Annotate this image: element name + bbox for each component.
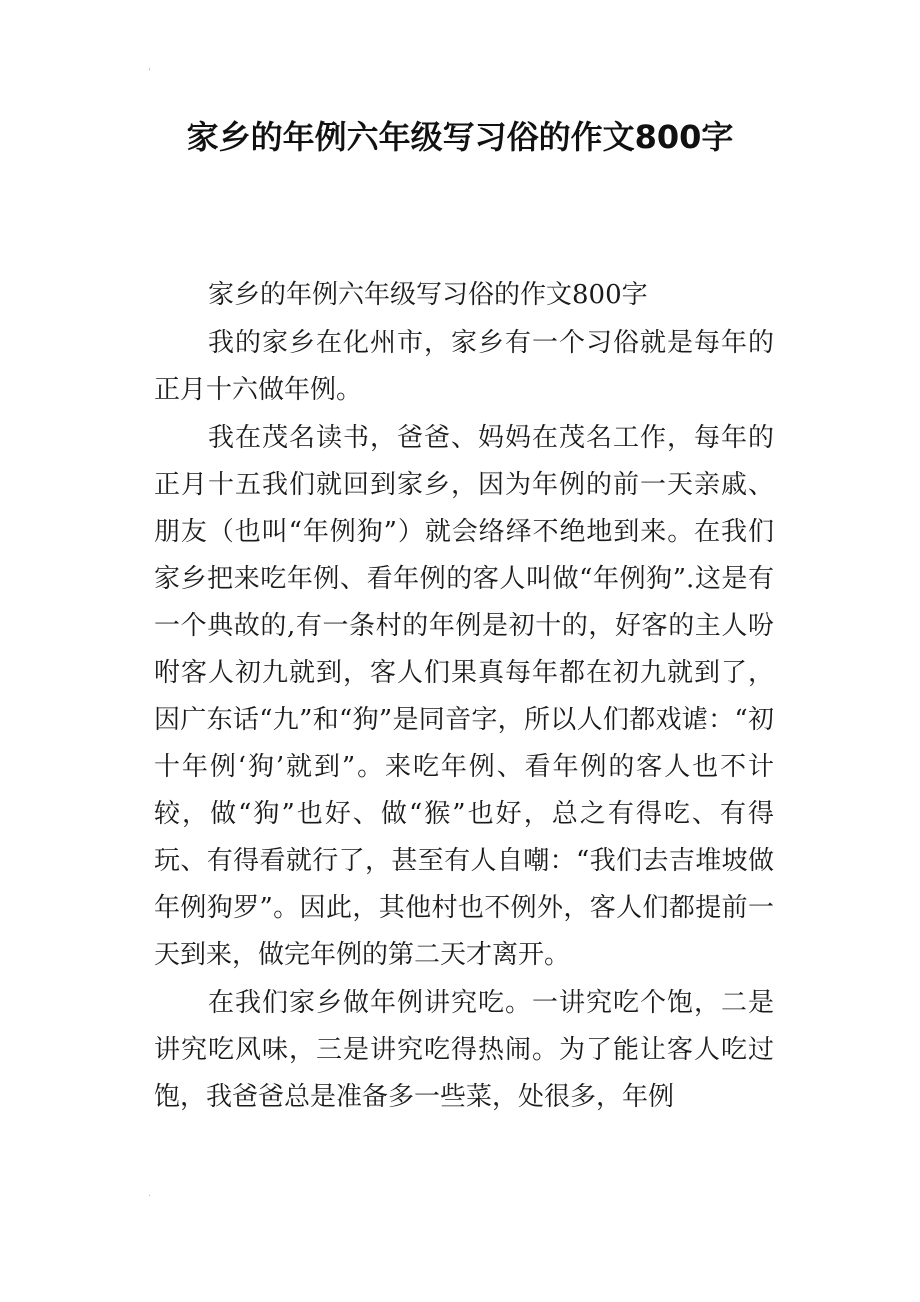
corner-mark-top: ' <box>148 67 151 78</box>
page-title: 家乡的年例六年级写习俗的作文800字 <box>186 118 734 156</box>
paragraph: 我在茂名读书，爸爸、妈妈在茂名工作，每年的正月十五我们就回到家乡，因为年例的前一天亲戚、朋友（也叫“年例狗”）就会络绎不绝地到来。在我们家乡把来吃年例、看年例的客人叫做“年例狗”.这是有一个典故的,有一条村的年例是初十的，好客的主人吩咐客人初九就到，客人们果真每年都在初九就到了，因广东话“九”和“狗”是同音字，所以人们都戏谑：“初十年例‘狗’就到”。来吃年例、看年例的客人也不计较，做“狗”也好、做“猴”也好，总之有得吃、有得玩、有得看就行了，甚至有人自嘲：“我们去吉堆坡做年例狗罗”。因此，其他村也不例外，客人们都提前一天到来，做完年例的第二天才离开。 <box>154 423 774 970</box>
document-body <box>154 272 774 1122</box>
corner-mark-bottom: · <box>148 1191 152 1202</box>
paragraph: 我的家乡在化州市，家乡有一个习俗就是每年的正月十六做年例。 <box>154 328 774 405</box>
paragraph: 在我们家乡做年例讲究吃。一讲究吃个饱，二是讲究吃风味，三是讲究吃得热闹。为了能让客人吃过饱，我爸爸总是准备多一些菜，处很多，年例 <box>154 988 774 1112</box>
paragraph: 家乡的年例六年级写习俗的作文800字 <box>208 280 648 310</box>
